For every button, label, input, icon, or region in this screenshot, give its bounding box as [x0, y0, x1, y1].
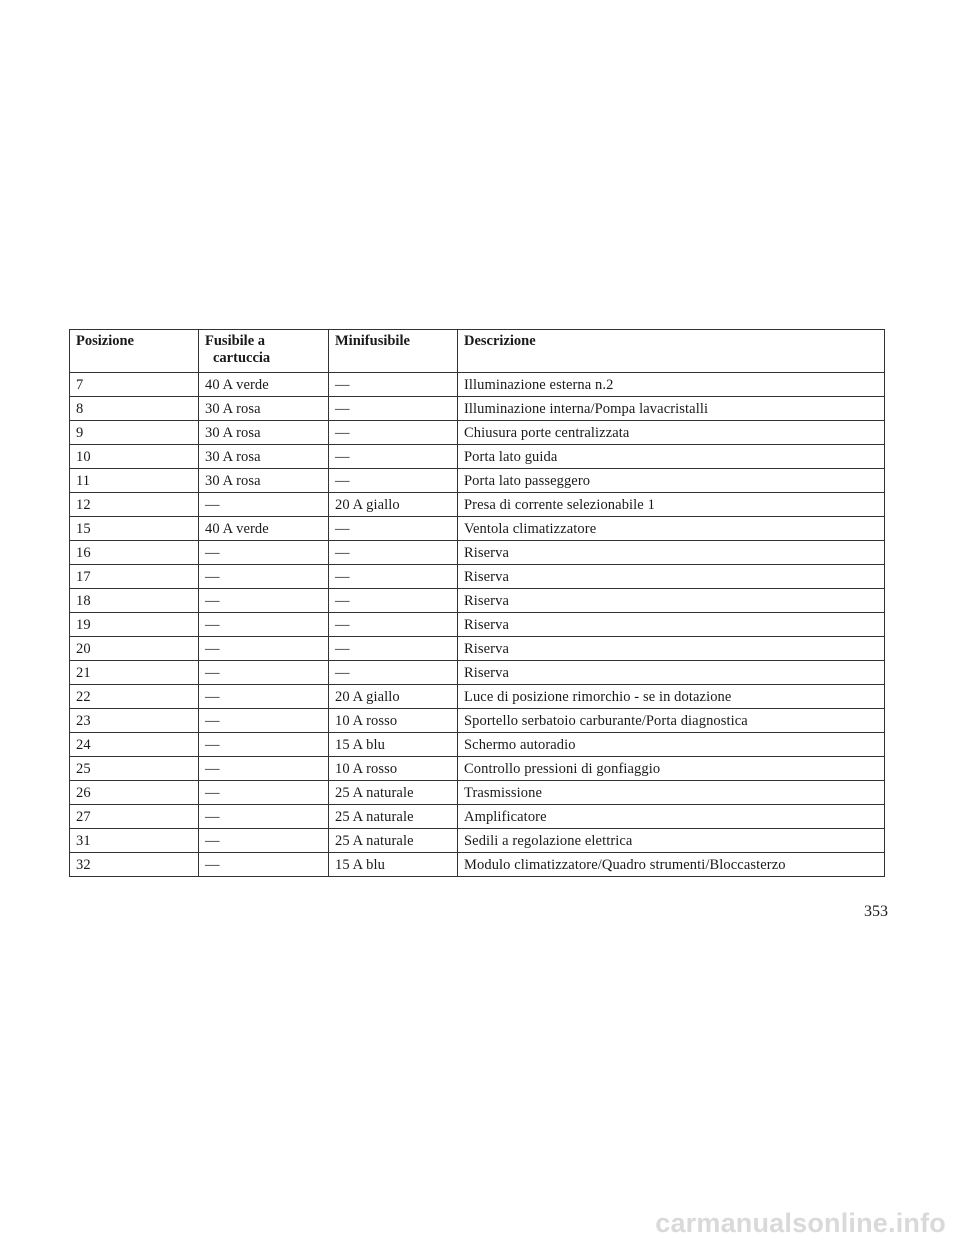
- table-row: [70, 421, 885, 445]
- fuse-table-body: [70, 373, 885, 877]
- cell-minifusibile: —: [329, 421, 458, 445]
- table-row: [70, 397, 885, 421]
- cell-minifusibile: 25 A naturale: [329, 829, 458, 853]
- cell-posizione: 18: [70, 589, 199, 613]
- cell-minifusibile: 15 A blu: [329, 733, 458, 757]
- cell-posizione: 21: [70, 661, 199, 685]
- cell-descrizione: Riserva: [458, 541, 885, 565]
- cell-posizione: 26: [70, 781, 199, 805]
- cell-minifusibile: 20 A giallo: [329, 493, 458, 517]
- cell-descrizione: Amplificatore: [458, 805, 885, 829]
- cell-posizione: 22: [70, 685, 199, 709]
- cell-fusibile-cartuccia: —: [199, 661, 329, 685]
- cell-descrizione: Sportello serbatoio carburante/Porta diagnostica: [458, 709, 885, 733]
- header-cartuccia-line2: cartuccia: [213, 350, 271, 366]
- header-fusibile-cartuccia: [199, 330, 329, 373]
- table-row: [70, 829, 885, 853]
- cell-fusibile-cartuccia: —: [199, 565, 329, 589]
- cell-descrizione: Ventola climatizzatore: [458, 517, 885, 541]
- cell-descrizione: Modulo climatizzatore/Quadro strumenti/Bloccasterzo: [458, 853, 885, 877]
- table-row: [70, 853, 885, 877]
- table-row: [70, 373, 885, 397]
- table-row: [70, 541, 885, 565]
- watermark-logo: carmanualsonline.info: [655, 1208, 946, 1238]
- table-row: [70, 733, 885, 757]
- header-posizione: Posizione: [70, 330, 199, 373]
- cell-posizione: 32: [70, 853, 199, 877]
- cell-fusibile-cartuccia: —: [199, 637, 329, 661]
- cell-posizione: 31: [70, 829, 199, 853]
- table-row: [70, 685, 885, 709]
- cell-fusibile-cartuccia: 30 A rosa: [199, 445, 329, 469]
- cell-descrizione: Riserva: [458, 565, 885, 589]
- cell-descrizione: Porta lato guida: [458, 445, 885, 469]
- page-number: 353: [864, 903, 888, 920]
- cell-minifusibile: —: [329, 373, 458, 397]
- cell-posizione: 11: [70, 469, 199, 493]
- cell-fusibile-cartuccia: 40 A verde: [199, 373, 329, 397]
- cell-fusibile-cartuccia: —: [199, 805, 329, 829]
- cell-descrizione: Luce di posizione rimorchio - se in dotazione: [458, 685, 885, 709]
- cell-fusibile-cartuccia: 40 A verde: [199, 517, 329, 541]
- table-row: [70, 469, 885, 493]
- table-header-row: [70, 330, 885, 373]
- cell-minifusibile: —: [329, 637, 458, 661]
- cell-minifusibile: 25 A naturale: [329, 781, 458, 805]
- cell-posizione: 15: [70, 517, 199, 541]
- cell-descrizione: Controllo pressioni di gonfiaggio: [458, 757, 885, 781]
- cell-posizione: 27: [70, 805, 199, 829]
- table-row: [70, 805, 885, 829]
- cell-descrizione: Riserva: [458, 613, 885, 637]
- cell-descrizione: Riserva: [458, 589, 885, 613]
- cell-descrizione: Riserva: [458, 661, 885, 685]
- cell-minifusibile: —: [329, 517, 458, 541]
- table-row: [70, 781, 885, 805]
- cell-descrizione: Illuminazione esterna n.2: [458, 373, 885, 397]
- cell-fusibile-cartuccia: —: [199, 757, 329, 781]
- cell-posizione: 19: [70, 613, 199, 637]
- cell-minifusibile: —: [329, 565, 458, 589]
- cell-fusibile-cartuccia: —: [199, 733, 329, 757]
- cell-minifusibile: —: [329, 469, 458, 493]
- table-row: [70, 637, 885, 661]
- cell-fusibile-cartuccia: —: [199, 781, 329, 805]
- cell-posizione: 8: [70, 397, 199, 421]
- table-row: [70, 661, 885, 685]
- cell-descrizione: Schermo autoradio: [458, 733, 885, 757]
- cell-fusibile-cartuccia: 30 A rosa: [199, 469, 329, 493]
- header-cartuccia-line1: Fusibile a: [205, 333, 266, 349]
- cell-minifusibile: 10 A rosso: [329, 709, 458, 733]
- cell-fusibile-cartuccia: —: [199, 829, 329, 853]
- table-row: [70, 445, 885, 469]
- cell-minifusibile: —: [329, 661, 458, 685]
- cell-descrizione: Trasmissione: [458, 781, 885, 805]
- cell-fusibile-cartuccia: 30 A rosa: [199, 421, 329, 445]
- cell-fusibile-cartuccia: —: [199, 853, 329, 877]
- cell-posizione: 20: [70, 637, 199, 661]
- cell-minifusibile: 20 A giallo: [329, 685, 458, 709]
- cell-minifusibile: —: [329, 613, 458, 637]
- table-row: [70, 493, 885, 517]
- table-row: [70, 613, 885, 637]
- cell-descrizione: Illuminazione interna/Pompa lavacristalli: [458, 397, 885, 421]
- table-row: [70, 757, 885, 781]
- cell-posizione: 25: [70, 757, 199, 781]
- cell-posizione: 7: [70, 373, 199, 397]
- cell-posizione: 23: [70, 709, 199, 733]
- cell-fusibile-cartuccia: —: [199, 541, 329, 565]
- table-row: [70, 565, 885, 589]
- cell-fusibile-cartuccia: 30 A rosa: [199, 397, 329, 421]
- cell-fusibile-cartuccia: —: [199, 613, 329, 637]
- cell-fusibile-cartuccia: —: [199, 709, 329, 733]
- table-row: [70, 589, 885, 613]
- cell-minifusibile: 10 A rosso: [329, 757, 458, 781]
- cell-fusibile-cartuccia: —: [199, 493, 329, 517]
- cell-descrizione: Riserva: [458, 637, 885, 661]
- cell-minifusibile: —: [329, 445, 458, 469]
- cell-minifusibile: —: [329, 397, 458, 421]
- cell-posizione: 24: [70, 733, 199, 757]
- cell-descrizione: Presa di corrente selezionabile 1: [458, 493, 885, 517]
- cell-posizione: 10: [70, 445, 199, 469]
- cell-descrizione: Chiusura porte centralizzata: [458, 421, 885, 445]
- cell-fusibile-cartuccia: —: [199, 589, 329, 613]
- table-row: [70, 709, 885, 733]
- cell-fusibile-cartuccia: —: [199, 685, 329, 709]
- table-row: [70, 517, 885, 541]
- header-minifusibile: Minifusibile: [329, 330, 458, 373]
- fuse-table: [69, 329, 885, 877]
- cell-descrizione: Sedili a regolazione elettrica: [458, 829, 885, 853]
- header-descrizione: Descrizione: [458, 330, 885, 373]
- cell-posizione: 16: [70, 541, 199, 565]
- cell-minifusibile: 25 A naturale: [329, 805, 458, 829]
- cell-minifusibile: —: [329, 589, 458, 613]
- cell-minifusibile: —: [329, 541, 458, 565]
- cell-descrizione: Porta lato passeggero: [458, 469, 885, 493]
- cell-posizione: 17: [70, 565, 199, 589]
- cell-minifusibile: 15 A blu: [329, 853, 458, 877]
- cell-posizione: 12: [70, 493, 199, 517]
- cell-posizione: 9: [70, 421, 199, 445]
